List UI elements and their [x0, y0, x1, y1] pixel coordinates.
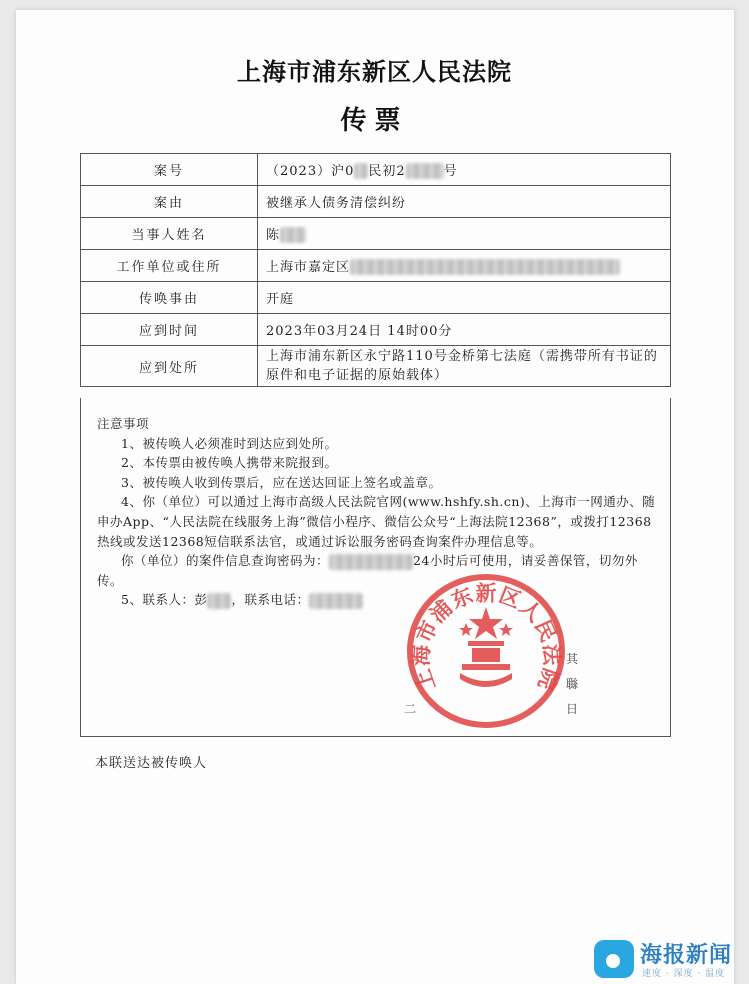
notice-box — [80, 398, 671, 737]
case-number-value: （2023）沪0 民初2 号 — [258, 154, 671, 186]
notice-item: 2、本传票由被传唤人携带来院报到。 — [121, 455, 338, 471]
delivery-note: 本联送达被传唤人 — [95, 756, 208, 771]
address-label: 工作单位或住所 — [81, 250, 258, 282]
contact-line: 5、联系人：彭 ，联系电话： — [97, 590, 657, 610]
redacted-block — [354, 163, 368, 179]
redacted-block — [309, 593, 363, 609]
court-name: 上海市浦东新区人民法院 — [237, 57, 512, 86]
password-line: 你（单位）的案件信息查询密码为： 24小时后可使用，请妥善保管，切勿外传。 — [97, 553, 638, 588]
redacted-block — [406, 163, 444, 179]
notice-item: 1、被传唤人必须准时到达应到处所。 — [121, 435, 338, 451]
notice-item: 4、你（单位）可以通过上海市高级人民法院官网(www.hshfy.sh.cn)、上海市一网通办、随申办App、“人民法院在线服务上海”微信小程序、微信公众号“上海法院12368”，或拨打12368热线或发送12368短信联系法官，或通过诉讼服务密码查询案件办理信息等。 — [97, 494, 656, 549]
location-label: 应到处所 — [81, 346, 258, 387]
table-row — [81, 346, 671, 387]
address-value: 上海市嘉定区 — [258, 250, 671, 282]
party-name-value: 陈 — [258, 218, 671, 250]
watermark-tagline: 速度 · 深度 · 温度 — [642, 969, 726, 979]
obscured-text-fragment: 日 — [566, 702, 579, 716]
obscured-text-fragment: 二 — [404, 702, 417, 716]
reason-value: 开庭 — [258, 282, 671, 314]
watermark — [594, 936, 744, 980]
cause-label: 案由 — [81, 186, 258, 218]
time-label: 应到时间 — [81, 314, 258, 346]
notice-body — [97, 414, 657, 610]
redacted-block — [329, 554, 413, 570]
watermark-brand: 海报新闻 — [640, 943, 733, 968]
haibao-logo-icon — [594, 940, 634, 978]
obscured-text-fragment: 其 — [566, 652, 579, 666]
table-row — [81, 186, 671, 218]
notice-heading: 注意事项 — [97, 416, 150, 431]
redacted-block — [350, 259, 620, 275]
party-name-label: 当事人姓名 — [81, 218, 258, 250]
table-row — [81, 250, 671, 282]
redacted-block — [280, 227, 306, 243]
time-value: 2023年03月24日 14时00分 — [258, 314, 671, 346]
table-row — [81, 314, 671, 346]
cause-value: 被继承人债务清偿纠纷 — [258, 186, 671, 218]
notice-item: 3、被传唤人收到传票后，应在送达回证上签名或盖章。 — [121, 474, 442, 490]
redacted-block — [207, 593, 231, 609]
reason-label: 传唤事由 — [81, 282, 258, 314]
table-row — [81, 154, 671, 186]
table-row — [81, 282, 671, 314]
case-number-label: 案号 — [81, 154, 258, 186]
table-row — [81, 218, 671, 250]
summons-info-table — [80, 153, 671, 387]
seal-text: 上海市浦东新区人民法院 — [408, 580, 565, 695]
court-seal-icon — [404, 571, 569, 731]
obscured-text-fragment: 䏈 — [566, 677, 579, 691]
document-title: 传票 — [340, 106, 409, 136]
location-value: 上海市浦东新区永宁路110号金桥第七法庭（需携带所有书证的原件和电子证据的原始载体） — [258, 346, 671, 387]
